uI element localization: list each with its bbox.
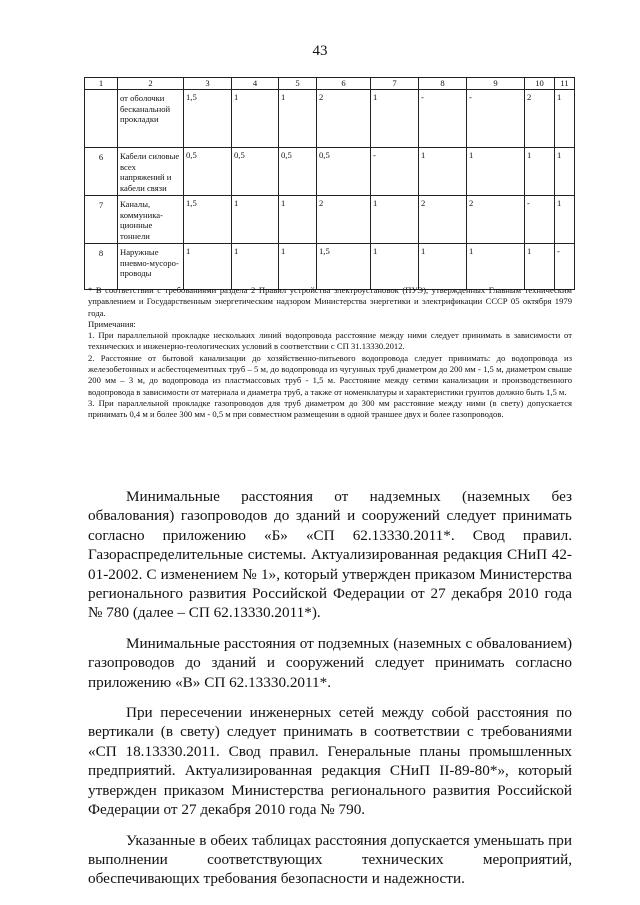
table-cell: - — [467, 90, 525, 148]
footnote: * В соответствии с требованиями раздела 2 Правил устройства электроустановок (ПУЭ), утвержденных Главным техническим управлением и Государственным энергетическим надзором Министерства энергетики и электрификации СССР 05 октября 1979 года. — [88, 285, 572, 318]
table-header-cell: 8 — [419, 78, 467, 90]
table-row — [85, 148, 575, 196]
note-item: 2. Расстояние от бытовой канализации до хозяйственно-питьевого водопровода следует принимать: до водопровода из железобетонных и асбестоцементных труб – 5 м, до водопровода из чугунных труб диаметром до 200 мм - 1,5 м, диаметром свыше 200 мм – 3 м, до водопровода из пластмассовых труб - 1,5 м. Расстояние между сетями канализации и производственного водопровода в зависимости от материала и диаметра труб, а также от номенклатуры и характеристики грунтов должно быть 1,5 м. — [88, 352, 572, 397]
table-row — [85, 196, 575, 244]
table-cell: 1 — [184, 243, 232, 289]
table-cell: 1 — [279, 243, 317, 289]
table-header-cell: 9 — [467, 78, 525, 90]
table-header-cell: 4 — [232, 78, 279, 90]
table-header-cell: 2 — [118, 78, 184, 90]
body-paragraph: При пересечении инженерных сетей между собой расстояния по вертикали (в свету) следует принимать в соответствии с требованиями «СП 18.13330.2011. Свод правил. Генеральные планы промышленных предприятий. Актуализированная редакция СНиП II-89-80*», который утвержден приказом Министерства регионального развития Российской Федерации от 27 декабря 2010 года № 790. — [88, 704, 572, 819]
table-header-cell: 1 — [85, 78, 118, 90]
table-cell: 1 — [555, 148, 575, 196]
row-name: от оболочки бесканальной прокладки — [118, 90, 184, 148]
table-notes — [88, 285, 572, 421]
table-cell: 1 — [525, 148, 555, 196]
table-row — [85, 243, 575, 289]
table-cell: 2 — [467, 196, 525, 244]
table-cell: 1 — [525, 243, 555, 289]
table-cell: 1 — [555, 196, 575, 244]
table-cell: 1,5 — [184, 196, 232, 244]
row-number — [85, 90, 118, 148]
table-cell: 0,5 — [184, 148, 232, 196]
table-cell: - — [371, 148, 419, 196]
table-header-cell: 3 — [184, 78, 232, 90]
table-cell: 2 — [317, 90, 371, 148]
row-number: 8 — [85, 243, 118, 289]
table-cell: 1 — [419, 148, 467, 196]
table-cell: 0,5 — [317, 148, 371, 196]
table-header-cell: 6 — [317, 78, 371, 90]
table-cell: - — [555, 243, 575, 289]
distances-table — [84, 77, 575, 290]
table-cell: 1 — [279, 196, 317, 244]
note-item: 3. При параллельной прокладке газопроводов для труб диаметром до 300 мм расстояние между ними (в свету) допускается принимать 0,4 м и более 300 мм - 0,5 м при совместном размещении в одной траншее двух и более газопроводов. — [88, 397, 572, 420]
table-cell: 1 — [371, 196, 419, 244]
table-cell: 2 — [419, 196, 467, 244]
row-name: Кабели силовые всех напряжений и кабели связи — [118, 148, 184, 196]
table-cell: - — [525, 196, 555, 244]
table-cell: 1 — [232, 243, 279, 289]
notes-heading: Примечания: — [88, 318, 136, 329]
table-cell: 2 — [525, 90, 555, 148]
table-cell: 0,5 — [232, 148, 279, 196]
table-cell: 1 — [371, 243, 419, 289]
table-cell: 1 — [232, 196, 279, 244]
table-cell: 2 — [317, 196, 371, 244]
table-cell: 1 — [279, 90, 317, 148]
table-header-cell: 5 — [279, 78, 317, 90]
body-paragraph: Указанные в обеих таблицах расстояния допускается уменьшать при выполнении соответствующих технических мероприятий, обеспечивающих требования безопасности и надежности. — [88, 831, 572, 888]
row-number: 7 — [85, 196, 118, 244]
table-cell: 1 — [467, 148, 525, 196]
page-number: 43 — [312, 43, 328, 59]
body-paragraph: Минимальные расстояния от подземных (наземных с обвалованием) газопроводов до зданий и сооружений следует принимать согласно приложению «В» СП 62.13330.2011*. — [88, 634, 572, 691]
table-cell: 1 — [467, 243, 525, 289]
table-cell: 0,5 — [279, 148, 317, 196]
row-number: 6 — [85, 148, 118, 196]
table-cell: 1 — [371, 90, 419, 148]
note-item: 1. При параллельной прокладке нескольких линий водопровода расстояние между ними следует принимать в зависимости от технических и инженерно-геологических условий в соответствии с СП 31.13330.2012. — [88, 330, 572, 352]
table-header-row — [85, 78, 575, 90]
body-paragraph: Минимальные расстояния от надземных (наземных без обвалования) газопроводов до зданий и сооружений следует принимать согласно приложению «Б» «СП 62.13330.2011*. Свод правил. Газораспределительные системы. Актуализированная редакция СНиП 42-01-2002. С изменением № 1», который утвержден приказом Министерства регионального развития Российской Федерации от 27 декабря 2010 года № 780 (далее – СП 62.13330.2011*). — [88, 488, 572, 622]
table-row — [85, 90, 575, 148]
table-cell: 1 — [555, 90, 575, 148]
table-cell: - — [419, 90, 467, 148]
table-cell: 1 — [232, 90, 279, 148]
row-name: Каналы, коммуника-ционные тоннели — [118, 196, 184, 244]
table-cell: 1,5 — [184, 90, 232, 148]
table-cell: 1,5 — [317, 243, 371, 289]
table-header-cell: 10 — [525, 78, 555, 90]
table-cell: 1 — [419, 243, 467, 289]
body-text — [88, 487, 572, 900]
row-name: Наружные пневмо-мусоро-проводы — [118, 243, 184, 289]
table-header-cell: 11 — [555, 78, 575, 90]
table-header-cell: 7 — [371, 78, 419, 90]
